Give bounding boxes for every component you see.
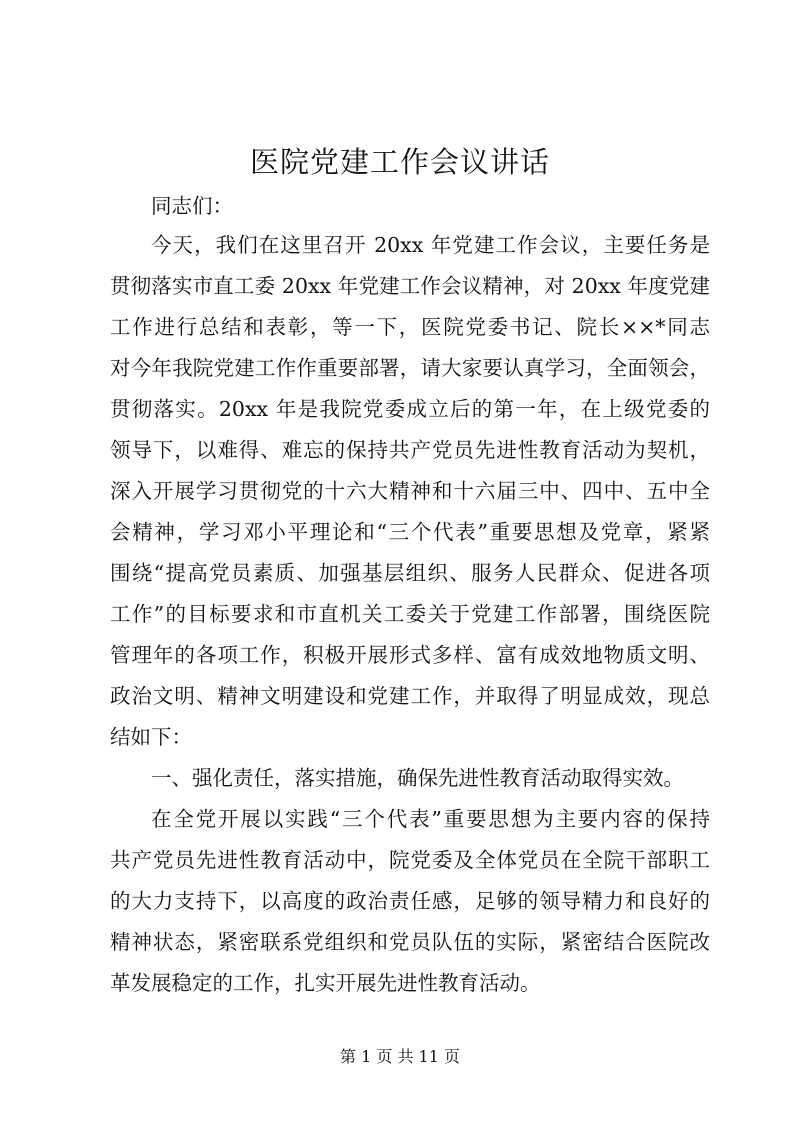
paragraph-line: 在全党开展以实践“三个代表”重要思想为主要内容的保持 <box>151 807 710 831</box>
document-title: 医院党建工作会议讲话 <box>249 145 550 179</box>
paragraph-line: 深入开展学习贯彻党的十六大精神和十六届三中、四中、五中全 <box>110 479 710 503</box>
paragraph-line: 结如下： <box>110 725 192 749</box>
paragraph-line: 贯彻落实市直工委 20xx 年党建工作会议精神，对 20xx 年度党建 <box>110 274 710 298</box>
paragraph-line: 对今年我院党建工作作重要部署，请大家要认真学习，全面领会， <box>110 356 710 380</box>
paragraph-line: 工作”的目标要求和市直机关工委关于党建工作部署，围绕医院 <box>110 602 710 626</box>
paragraph-line: 贯彻落实。20xx 年是我院党委成立后的第一年，在上级党委的 <box>110 397 710 421</box>
paragraph-line: 会精神，学习邓小平理论和“三个代表”重要思想及党章，紧紧 <box>110 520 710 544</box>
page-footer: 第 1 页 共 11 页 <box>340 1047 460 1066</box>
section-heading: 一、强化责任，落实措施，确保先进性教育活动取得实效。 <box>151 766 684 790</box>
paragraph-line: 精神状态，紧密联系党组织和党员队伍的实际，紧密结合医院改 <box>110 930 710 954</box>
greeting-line: 同志们： <box>151 194 233 218</box>
paragraph-line: 领导下，以难得、难忘的保持共产党员先进性教育活动为契机， <box>110 438 710 462</box>
paragraph-line: 政治文明、精神文明建设和党建工作，并取得了明显成效，现总 <box>110 684 710 708</box>
paragraph-line: 围绕“提高党员素质、加强基层组织、服务人民群众、促进各项 <box>110 561 710 585</box>
paragraph-line: 工作进行总结和表彰，等一下，医院党委书记、院长××*同志 <box>110 315 710 339</box>
paragraph-line: 共产党员先进性教育活动中，院党委及全体党员在全院干部职工 <box>110 848 710 872</box>
paragraph-line: 革发展稳定的工作，扎实开展先进性教育活动。 <box>110 971 541 995</box>
paragraph-line: 管理年的各项工作，积极开展形式多样、富有成效地物质文明、 <box>110 643 710 667</box>
paragraph-line: 的大力支持下，以高度的政治责任感，足够的领导精力和良好的 <box>110 889 710 913</box>
paragraph-line: 今天，我们在这里召开 20xx 年党建工作会议，主要任务是 <box>151 233 710 257</box>
